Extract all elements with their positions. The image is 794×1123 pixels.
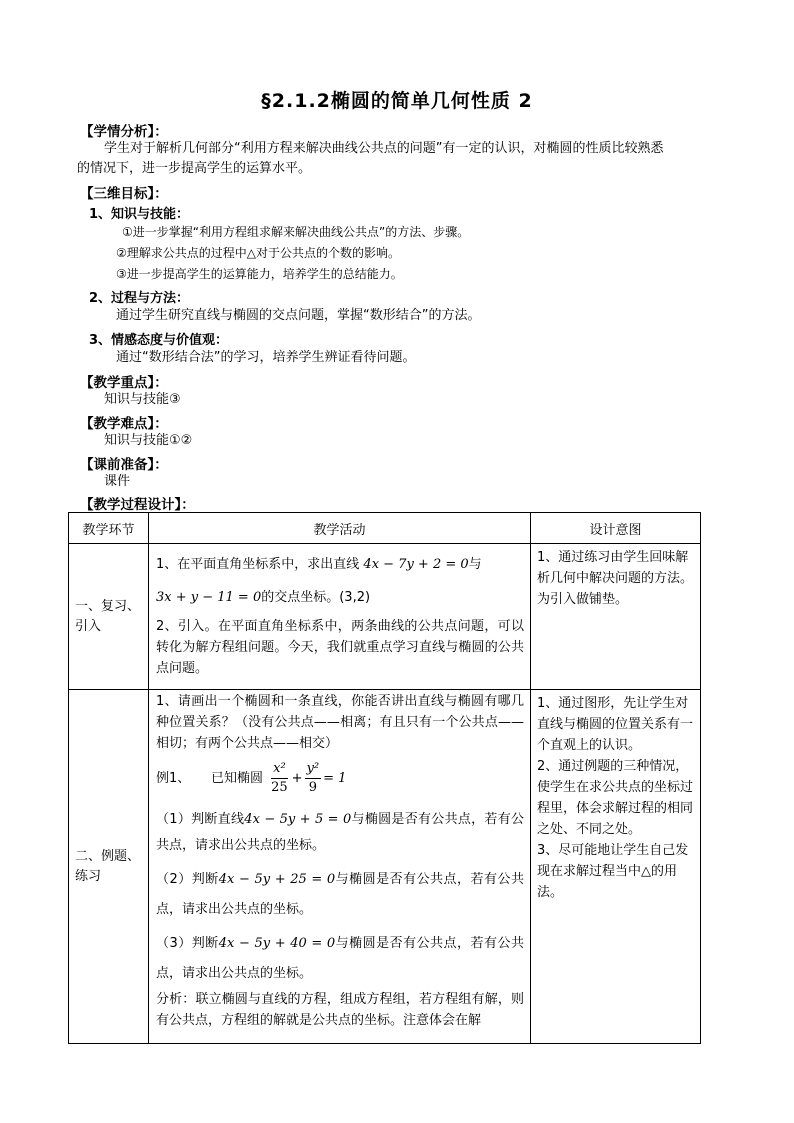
example-1-text: 已知椭圆 [210,771,263,786]
intent-cell-review: 1、通过练习由学生回味解析几何中解决问题的方法。为引入做铺垫。 [531,544,701,690]
review-eq-2: 3x + y − 11 = 0 [156,590,262,605]
example-1-label: 例1、 [156,771,191,786]
section-difficulties-heading: 【教学难点】： [80,416,168,432]
fraction-y: $\frac{\text{y²}}{9}$ [306,761,320,795]
review-q1-text-b: 与 [468,557,482,572]
stage-cell-review: 一、复习、引入 [69,544,149,690]
table-row [69,544,701,690]
review-eq-1: 4x − 7y + 2 = 0 [363,557,469,572]
intent-examples-3: 3、尽可能地让学生自己发现在求解过程当中△的用法。 [537,843,689,900]
intent-examples-1: 1、通过图形，先让学生对直线与椭圆的位置关系有一个直观上的认识。 [537,696,694,753]
knowledge-item-2: ②理解求公共点的过程中△对于公共点的个数的影响。 [116,246,400,260]
example-part-3: （3）判断4x − 5y + 40 = 0与椭圆是否有公共点，若有公共点，请求出公共点的坐标。 [156,936,524,981]
activity-cell-examples [149,690,531,1044]
example-analysis: 分析：联立椭圆与直线的方程，组成方程组，若方程组有解，则有公共点，方程组的解就是公共点的坐标。注意体会在解 [156,992,524,1028]
section-design-heading: 【教学过程设计】： [80,497,195,513]
example-part-2: （2）判断4x − 5y + 25 = 0与椭圆是否有公共点，若有公共点，请求出公共点的坐标。 [156,872,524,917]
table-row [69,690,701,1044]
section-key-points-heading: 【教学重点】： [80,375,168,391]
part-3-eq: 4x − 5y + 40 = 0 [218,936,336,951]
emotion-text: 通过“数形结合法”的学习，培养学生辨证看待问题。 [116,350,416,365]
intent-examples-2: 2、通过例题的三种情况，使学生在求公共点的坐标过程里，体会求解过程的相同之处、不同之处。 [537,759,694,837]
activity-cell-review [149,544,531,690]
page-title: §2.1.2椭圆的简单几何性质 2 [261,90,533,112]
activity-review-intro: 2、引入。在平面直角坐标系中，两条曲线的公共点问题，可以转化为解方程组问题。今天，我们就重点学习直线与椭圆的公共点问题。 [156,619,524,676]
part-2-eq: 4x − 5y + 25 = 0 [218,872,336,887]
knowledge-item-3: ③进一步提高学生的运算能力，培养学生的总结能力。 [116,267,403,281]
example-part-1: （1）判断直线4x − 5y + 5 = 0与椭圆是否有公共点，若有公共点，请求出公共点的坐标。 [156,812,525,853]
analysis-line-1: 学生对于解析几何部分“利用方程来解决曲线公共点的问题”有一定的认识，对椭圆的性质比较熟悉 [104,141,664,156]
goals-knowledge-heading: 1、知识与技能： [89,207,190,222]
goals-emotion-heading: 3、情感态度与价值观： [89,333,229,348]
header-activity: 教学活动 [149,513,531,544]
lesson-process-table [68,512,701,1044]
example-1-statement: 例1、 已知椭圆 $\frac{\text{x²}}{25}$ + $\frac{\text{y²}}{9}$ = 1 [156,761,347,795]
review-q1-text-c: 的交点坐标。(3,2) [261,590,371,605]
part-1-eq: 4x − 5y + 5 = 0 [244,812,352,827]
preparation-text: 课件 [104,474,131,489]
activity-review-q1 [156,553,524,577]
examples-q1: 1、请画出一个椭圆和一条直线，你能否讲出直线与椭圆有哪几种位置关系？（没有公共点——相离；有且只有一个公共点——相切；有两个公共点——相交） [156,694,524,751]
key-points-text: 知识与技能③ [104,392,181,407]
knowledge-item-1: ①进一步掌握“利用方程组求解来解决曲线公共点”的方法、步骤。 [122,225,470,239]
stage-cell-examples: 二、例题、练习 [69,690,149,1044]
table-header-row [69,513,701,544]
section-goals-heading: 【三维目标】： [80,186,168,202]
ellipse-eq-end: = 1 [323,771,347,786]
header-intent: 设计意图 [531,513,701,544]
section-analysis-heading: 【学情分析】： [80,124,168,140]
analysis-line-2: 的情况下，进一步提高学生的运算水平。 [77,161,312,176]
review-q1-text-a: 1、在平面直角坐标系中，求出直线 [156,557,360,572]
difficulties-text: 知识与技能①② [104,433,193,448]
header-stage: 教学环节 [69,513,149,544]
fraction-x: $\frac{\text{x²}}{25}$ [271,761,288,795]
activity-review-q1-cont [156,587,524,608]
section-preparation-heading: 【课前准备】： [80,457,168,473]
intent-cell-examples [531,690,701,1044]
goals-process-heading: 2、过程与方法： [89,291,190,306]
process-text: 通过学生研究直线与椭圆的交点问题，掌握“数形结合”的方法。 [116,308,481,323]
